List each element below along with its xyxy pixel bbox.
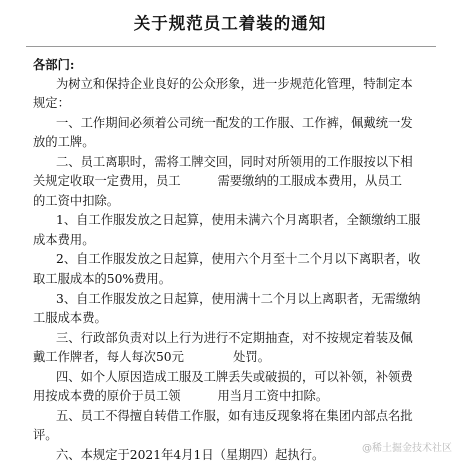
paragraph-clause-2	[0, 153, 460, 212]
paragraph-line: 五、员工不得擅自转借工作服，如有违反现象将在集团内部点名批	[56, 408, 413, 423]
paragraph-line: 规定：	[33, 96, 70, 111]
paragraph-line: 四、如个人原因造成工服及工牌丢失或破损的，可以补领，补领费	[56, 369, 413, 384]
site-watermark: @稀土掘金技术社区	[362, 443, 452, 454]
paragraph-line: 二、员工离职时，需将工牌交回，同时对所领用的工作服按以下相	[56, 154, 413, 169]
salutation: 各部门:	[33, 57, 75, 72]
paragraph-rule-2	[0, 250, 460, 289]
title-divider	[26, 46, 436, 47]
paragraph-line: 工服成本费。	[33, 311, 107, 326]
paragraph-line: 三、行政部负责对以上行为进行不定期抽查，对不按规定着装及佩	[56, 330, 413, 345]
paragraph-rule-1	[0, 211, 460, 250]
paragraph-line: 戴工作牌者，每人每次50元 处罚。	[33, 350, 270, 365]
paragraph-line: 一、工作期间必须着公司统一配发的工作服、工作裤，佩戴统一发	[56, 115, 413, 130]
notice-body	[0, 55, 460, 465]
paragraph-clause-1	[0, 114, 460, 153]
paragraph-clause-3	[0, 329, 460, 368]
paragraph-line: 放的工牌。	[33, 135, 95, 150]
paragraph-line: 1、自工作服发放之日起算，使用未满六个月离职者，全额缴纳工服	[56, 213, 421, 228]
paragraph-line: 的工资中扣除。	[33, 193, 120, 208]
paragraph-preamble	[0, 75, 460, 114]
paragraph-line: 用按成本费的原价于员工领 用当月工资中扣除。	[33, 389, 329, 404]
paragraph-rule-3	[0, 290, 460, 329]
paragraph-line: 关规定收取一定费用，员工 需要缴纳的工服成本费用，从员工	[33, 174, 402, 189]
paragraph-line: 取工服成本的50%费用。	[33, 272, 172, 287]
paragraph-line: 为树立和保持企业良好的公众形象，进一步规范化管理，特制定本	[56, 76, 413, 91]
notice-title: 关于规范员工着装的通知	[133, 14, 327, 33]
paragraph-line: 2、自工作服发放之日起算，使用六个月至十二个月以下离职者，收	[56, 252, 421, 267]
paragraph-clause-4	[0, 368, 460, 407]
paragraph-line: 评。	[33, 428, 58, 443]
paragraph-line: 成本费用。	[33, 232, 95, 247]
paragraph-line: 六、本规定于2021年4月1日（星期四）起执行。	[56, 447, 325, 462]
paragraph-line: 3、自工作服发放之日起算，使用满十二个月以上离职者，无需缴纳	[56, 291, 421, 306]
